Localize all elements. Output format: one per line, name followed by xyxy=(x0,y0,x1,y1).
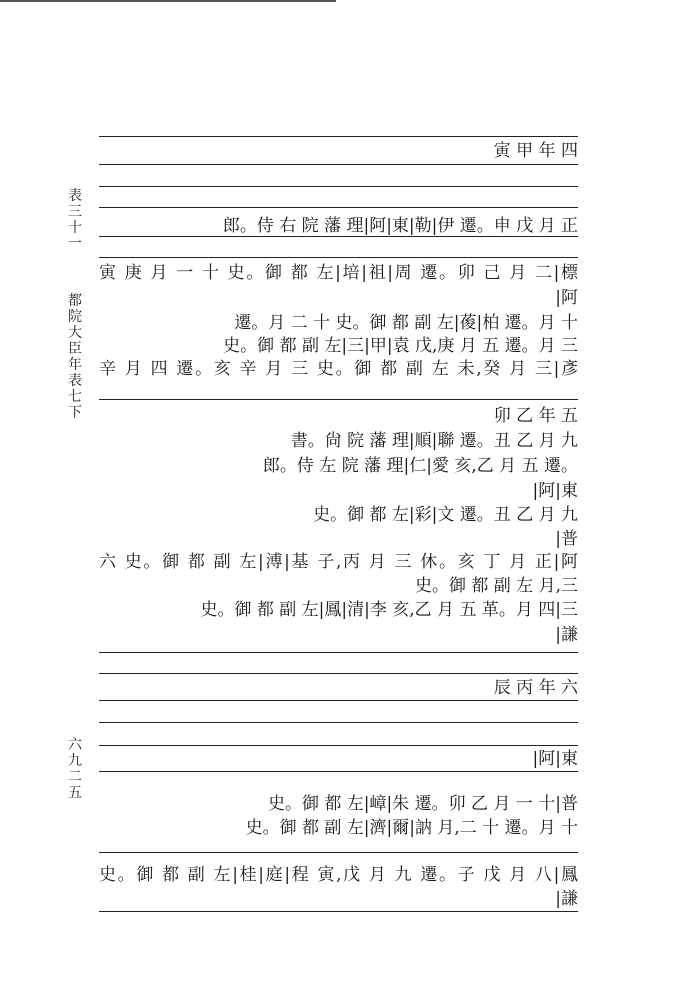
text-line: 史。御 都 左|嶂|朱 遷。卯 乙 月 一 十|普 xyxy=(267,794,578,814)
text-line: 史。御 都 副 左 月,三 xyxy=(414,576,578,596)
rule xyxy=(99,399,578,400)
text-line: |阿 xyxy=(555,288,578,308)
side-title: 都 院 大 臣 年 表 七 下 xyxy=(68,293,82,421)
text-line: 史。御 都 副 左|桂|庭|程 寅,戊 月 九 遷。子 戊 月 八|鳳 xyxy=(99,865,578,885)
text-line: |阿|東 xyxy=(532,481,578,501)
rule xyxy=(99,673,578,674)
rule xyxy=(99,852,578,853)
text-line: |謙 xyxy=(555,625,578,645)
text-line: 郎。侍 右 院 藩 理|阿|東|勒|伊 遷。申 戊 月 正 xyxy=(222,216,578,236)
text-line: 郎。侍 左 院 藩 理|仁|愛 亥,乙 月 五 遷。 xyxy=(262,456,578,476)
text-line: |謙 xyxy=(555,889,578,909)
rule xyxy=(99,186,578,187)
rule xyxy=(99,911,578,912)
text-line: 六 史。御 都 副 左|溥|基 子,丙 月 三 休。亥 丁 月 正|阿 xyxy=(99,552,578,572)
text-line: |阿|東 xyxy=(532,749,578,769)
text-line: 書。尙 院 藩 理|順|聯 遷。丑 乙 月 九 xyxy=(290,431,578,451)
rule xyxy=(99,257,578,258)
text-line: 寅 庚 月 一 十 史。御 都 左|培|祖|周 遷。卯 己 月 二|標 xyxy=(99,263,578,283)
rule xyxy=(99,722,578,723)
text-line: |普 xyxy=(555,529,578,549)
text-line: 史。御 都 副 左|濟|爾|訥 月,二 十 遷。月 十 xyxy=(245,818,578,838)
top-rule xyxy=(0,0,336,2)
rule xyxy=(99,236,578,237)
rule xyxy=(99,207,578,208)
rule xyxy=(99,745,578,746)
text-line: 史。御 都 副 左|鳳|清|李 亥,乙 月 五 革。月 四|三 xyxy=(200,600,578,620)
rule xyxy=(99,700,578,701)
text-line: 寅 甲 年 四 xyxy=(493,141,578,161)
side-table-number: 表 三 十 一 xyxy=(68,188,82,252)
rule xyxy=(99,771,578,772)
side-page-number: 六 九 二 五 xyxy=(68,737,82,801)
text-line: 史。御 都 左|彩|文 遷。丑 乙 月 九 xyxy=(313,505,578,525)
text-line: 史。御 都 副 左|三|甲|袁 戊,庚 月 五 遷。月 三 xyxy=(223,336,578,356)
text-line: 卯 乙 年 五 xyxy=(493,406,578,426)
text-line: 辛 月 四 遷。亥 辛 月 三 史。御 都 副 左 未,癸 月 三|彥 xyxy=(99,359,578,379)
rule xyxy=(99,136,578,137)
text-line: 遷。月 二 十 史。御 都 副 左|葰|柏 遷。月 十 xyxy=(234,313,578,333)
rule xyxy=(99,164,578,165)
text-line: 辰 丙 年 六 xyxy=(493,678,578,698)
rule xyxy=(99,652,578,653)
